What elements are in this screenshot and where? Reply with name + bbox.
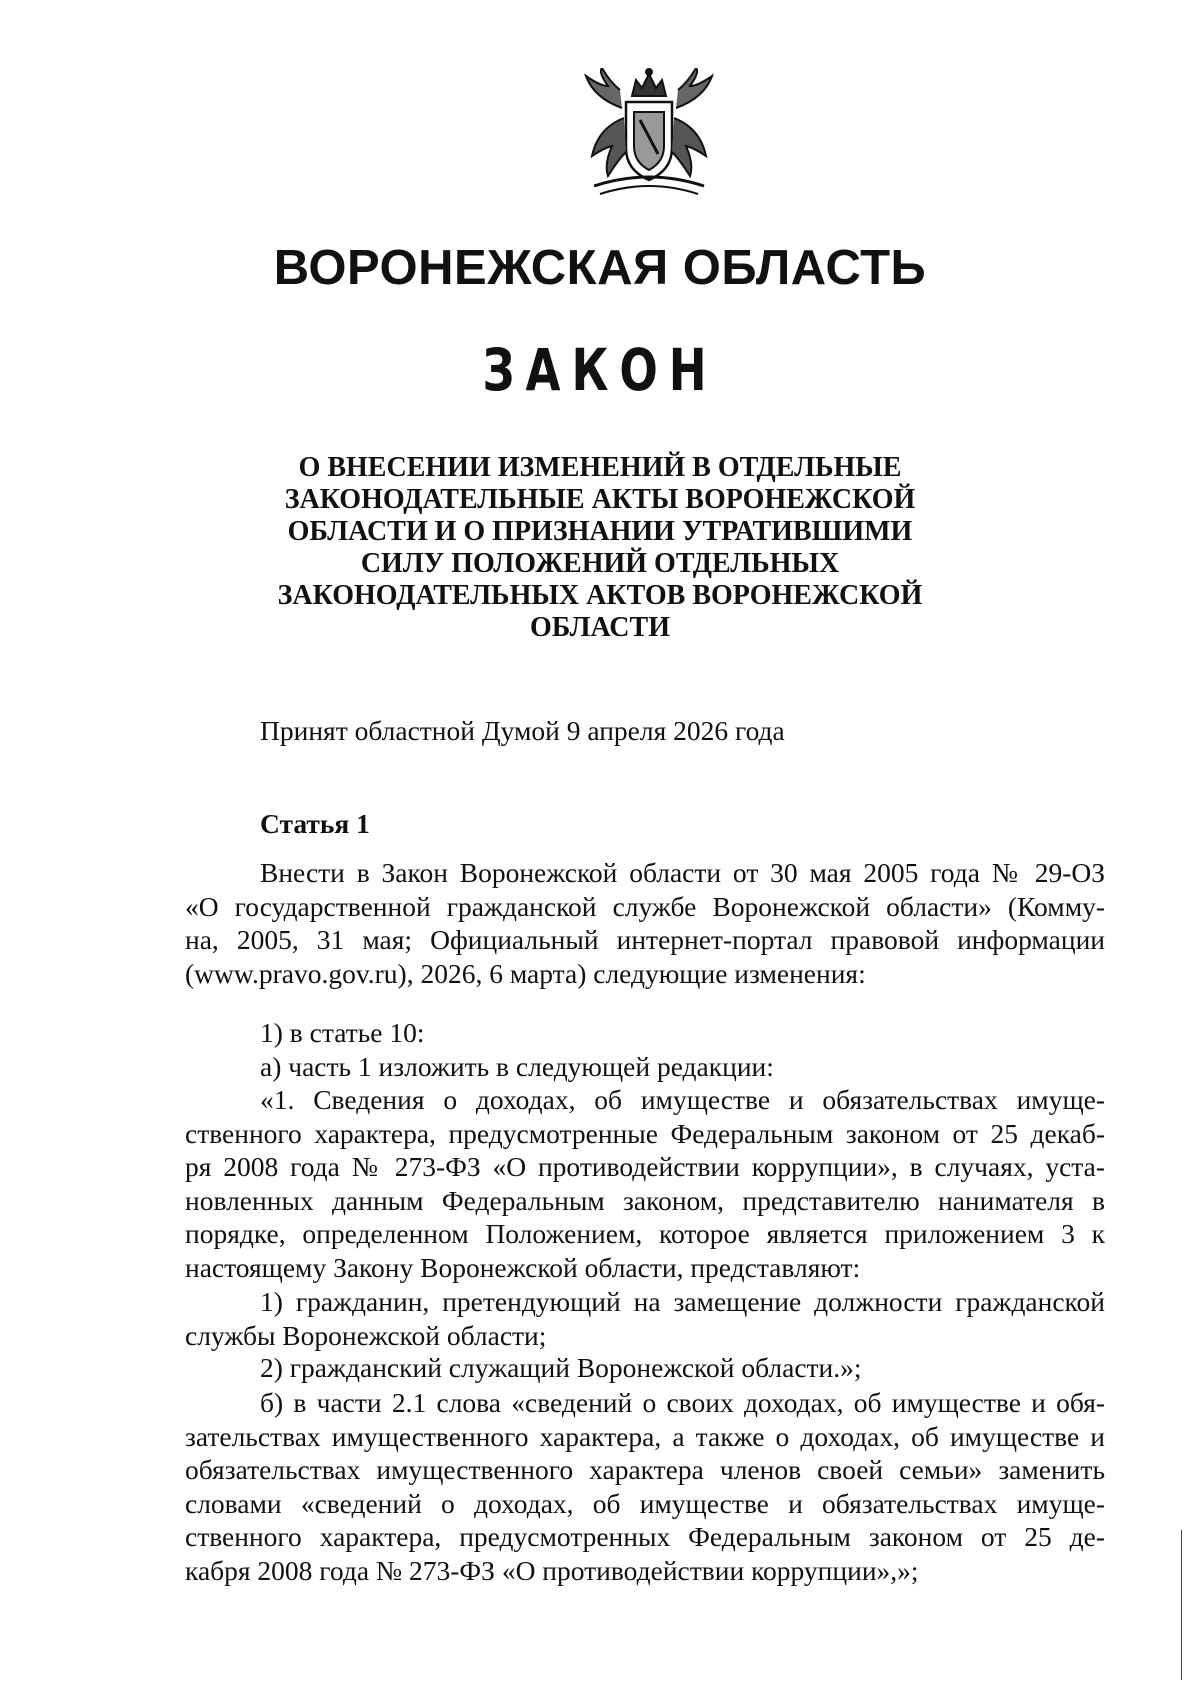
adoption-line: Принят областной Думой 9 апреля 2026 года bbox=[260, 715, 785, 746]
text-line: настоящему Закону Воронежской области, представляют: bbox=[185, 1251, 861, 1283]
text-line: ря 2008 года № 273-ФЗ «О противодействии коррупции», в случаях, уста- bbox=[185, 1151, 1105, 1183]
law-title-line: ЗАКОНОДАТЕЛЬНЫХ АКТОВ ВОРОНЕЖСКОЙ bbox=[277, 580, 923, 611]
text-line: «1. Сведения о доходах, об имуществе и обязательствах имуще- bbox=[260, 1084, 1105, 1115]
text-line: словами «сведений о доходах, об имуществе и обязательствах имуще- bbox=[185, 1487, 1105, 1519]
item-b bbox=[185, 1386, 1105, 1588]
text-line: обязательствах имущественного характера членов своей семьи» заменить bbox=[185, 1454, 1105, 1486]
quoted-part-1 bbox=[185, 1083, 1105, 1285]
text-line: службы Воронежской области; bbox=[185, 1319, 547, 1351]
text-line: «О государственной гражданской службе Воронежской области» (Комму- bbox=[185, 890, 1105, 922]
article-heading: Статья 1 bbox=[260, 808, 370, 839]
text-line: новленных данным Федеральным законом, представителю нанимателя в bbox=[185, 1184, 1105, 1216]
article-intro bbox=[185, 856, 1105, 990]
law-title bbox=[240, 452, 960, 644]
law-title-line: О ВНЕСЕНИИ ИЗМЕНЕНИЙ В ОТДЕЛЬНЫЕ bbox=[298, 452, 902, 483]
text-line: порядке, определенном Положением, которое является приложением 3 к bbox=[185, 1218, 1105, 1250]
text-line: (www.pravo.gov.ru), 2026, 6 марта) следующие изменения: bbox=[185, 957, 866, 989]
text-line: б) в части 2.1 слова «сведений о своих доходах, об имуществе и обя- bbox=[260, 1387, 1105, 1418]
law-title-line: СИЛУ ПОЛОЖЕНИЙ ОТДЕЛЬНЫХ bbox=[360, 548, 840, 579]
subitem-1 bbox=[185, 1285, 1105, 1352]
law-title-line: ОБЛАСТИ bbox=[530, 612, 670, 643]
scan-edge-line bbox=[1181, 1530, 1182, 1680]
text-line: 1) гражданин, претендующий на замещение должности гражданской bbox=[260, 1286, 1105, 1317]
text-line: зательствах имущественного характера, а также о доходах, об имуществе и bbox=[185, 1420, 1105, 1452]
text-line: кабря 2008 года № 273-ФЗ «О противодействии коррупции»,»; bbox=[185, 1554, 919, 1586]
text-line: ственного характера, предусмотренные Федеральным законом от 25 декаб- bbox=[185, 1117, 1105, 1149]
law-title-line: ЗАКОНОДАТЕЛЬНЫЕ АКТЫ ВОРОНЕЖСКОЙ bbox=[284, 484, 916, 515]
text-line: Внести в Закон Воронежской области от 30 мая 2005 года № 29-ОЗ bbox=[260, 857, 1105, 888]
text-line: на, 2005, 31 мая; Официальный интернет-портал правовой информации bbox=[185, 924, 1105, 956]
law-title-line: ОБЛАСТИ И О ПРИЗНАНИИ УТРАТИВШИМИ bbox=[287, 516, 913, 547]
text-line: ственного характера, предусмотренных Федеральным законом от 25 де- bbox=[185, 1521, 1105, 1553]
document-type: ЗАКОН bbox=[482, 336, 718, 404]
region-name: ВОРОНЕЖСКАЯ ОБЛАСТЬ bbox=[273, 241, 927, 295]
item-a: а) часть 1 изложить в следующей редакции: bbox=[260, 1051, 774, 1082]
subitem-2: 2) гражданский служащий Воронежской области.»; bbox=[260, 1352, 862, 1383]
item-1: 1) в статье 10: bbox=[260, 1017, 425, 1048]
coat-of-arms-icon bbox=[564, 68, 734, 198]
